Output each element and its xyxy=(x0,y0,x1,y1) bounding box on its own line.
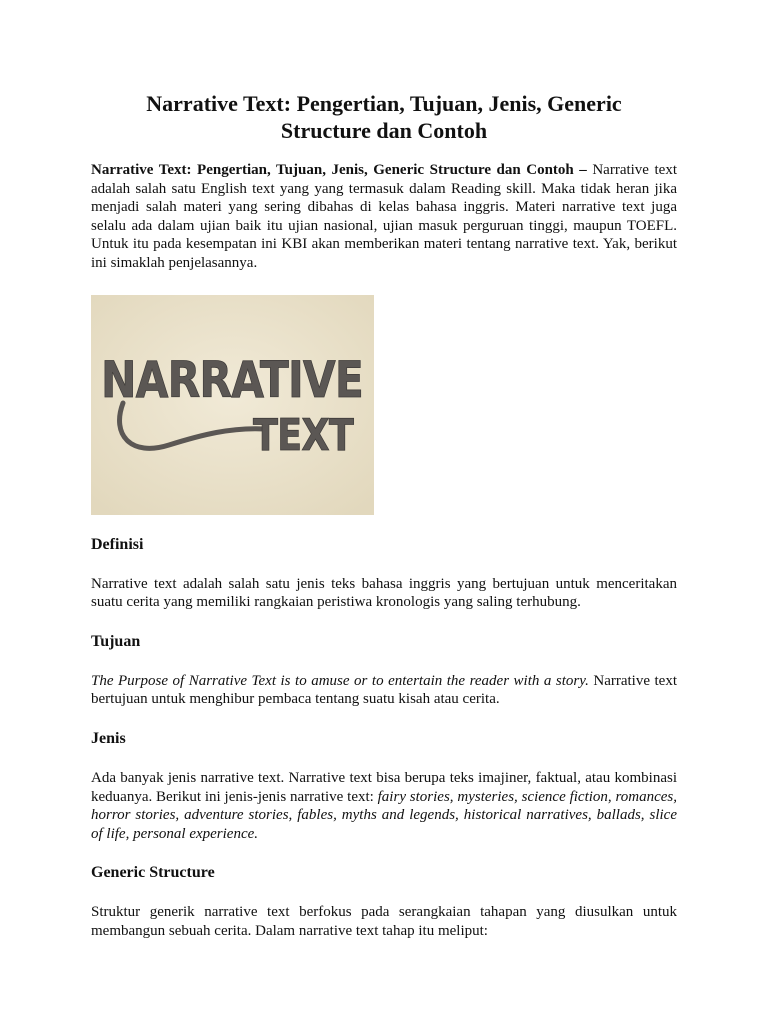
narrative-text-illustration xyxy=(91,295,374,515)
intro-lead: Narrative Text: Pengertian, Tujuan, Jenis, Generic Structure dan Contoh – xyxy=(91,162,587,178)
tujuan-text: Narrative text bertujuan untuk menghibur pembaca tentang suatu kisah atau cerita. xyxy=(91,672,677,708)
page-title: Narrative Text: Pengertian, Tujuan, Jenis, Generic Structure dan Contoh xyxy=(146,91,622,143)
heading-generic-structure: Generic Structure xyxy=(91,864,215,882)
heading-definisi: Definisi xyxy=(91,535,144,553)
image-word-text: TEXT xyxy=(253,409,354,461)
paragraph-jenis xyxy=(91,769,677,843)
paragraph-generic-structure: Struktur generik narrative text berfokus pada serangkaian tahapan yang diusulkan untuk membangun sebuah cerita. Dalam narrative text tahap itu meliput: xyxy=(91,904,677,939)
paragraph-tujuan xyxy=(91,672,677,709)
intro-paragraph xyxy=(91,161,677,273)
image-word-narrative: NARRATIVE xyxy=(101,350,363,409)
jenis-text: Ada banyak jenis narrative text. Narrative text bisa berupa teks imajiner, faktual, atau kombinasi keduanya. Berikut ini jenis-jenis narrative text: xyxy=(91,769,677,805)
paragraph-definisi: Narrative text adalah salah satu jenis teks bahasa inggris yang bertujuan untuk menceritakan suatu cerita yang memiliki rangkaian peristiwa kronologis yang saling terhubung. xyxy=(91,575,677,611)
heading-jenis: Jenis xyxy=(91,729,126,747)
heading-tujuan: Tujuan xyxy=(91,632,141,650)
narrative-text-image xyxy=(91,295,374,515)
jenis-italic-list: fairy stories, mysteries, science fiction, romances, horror stories, adventure stories, fables, myths and legends, historical narratives, ballads, slice of life, personal experience. xyxy=(91,788,677,842)
intro-body: Narrative text adalah salah satu English text yang yang termasuk dalam Reading skill. Maka tidak heran jika menjadi salah materi yang sering dibahas di kelas bahasa inggris. Materi narrative text juga selalu ada dalam ujian baik itu ujian nasional, ujian masuk perguruan tinggi, maupun TOEFL. Untuk itu pada kesempatan ini KBI akan memberikan materi tentang narrative text. Yak, berikut ini simaklah penjelasannya. xyxy=(91,162,677,271)
tujuan-italic: The Purpose of Narrative Text is to amuse or to entertain the reader with a story. xyxy=(91,672,589,689)
